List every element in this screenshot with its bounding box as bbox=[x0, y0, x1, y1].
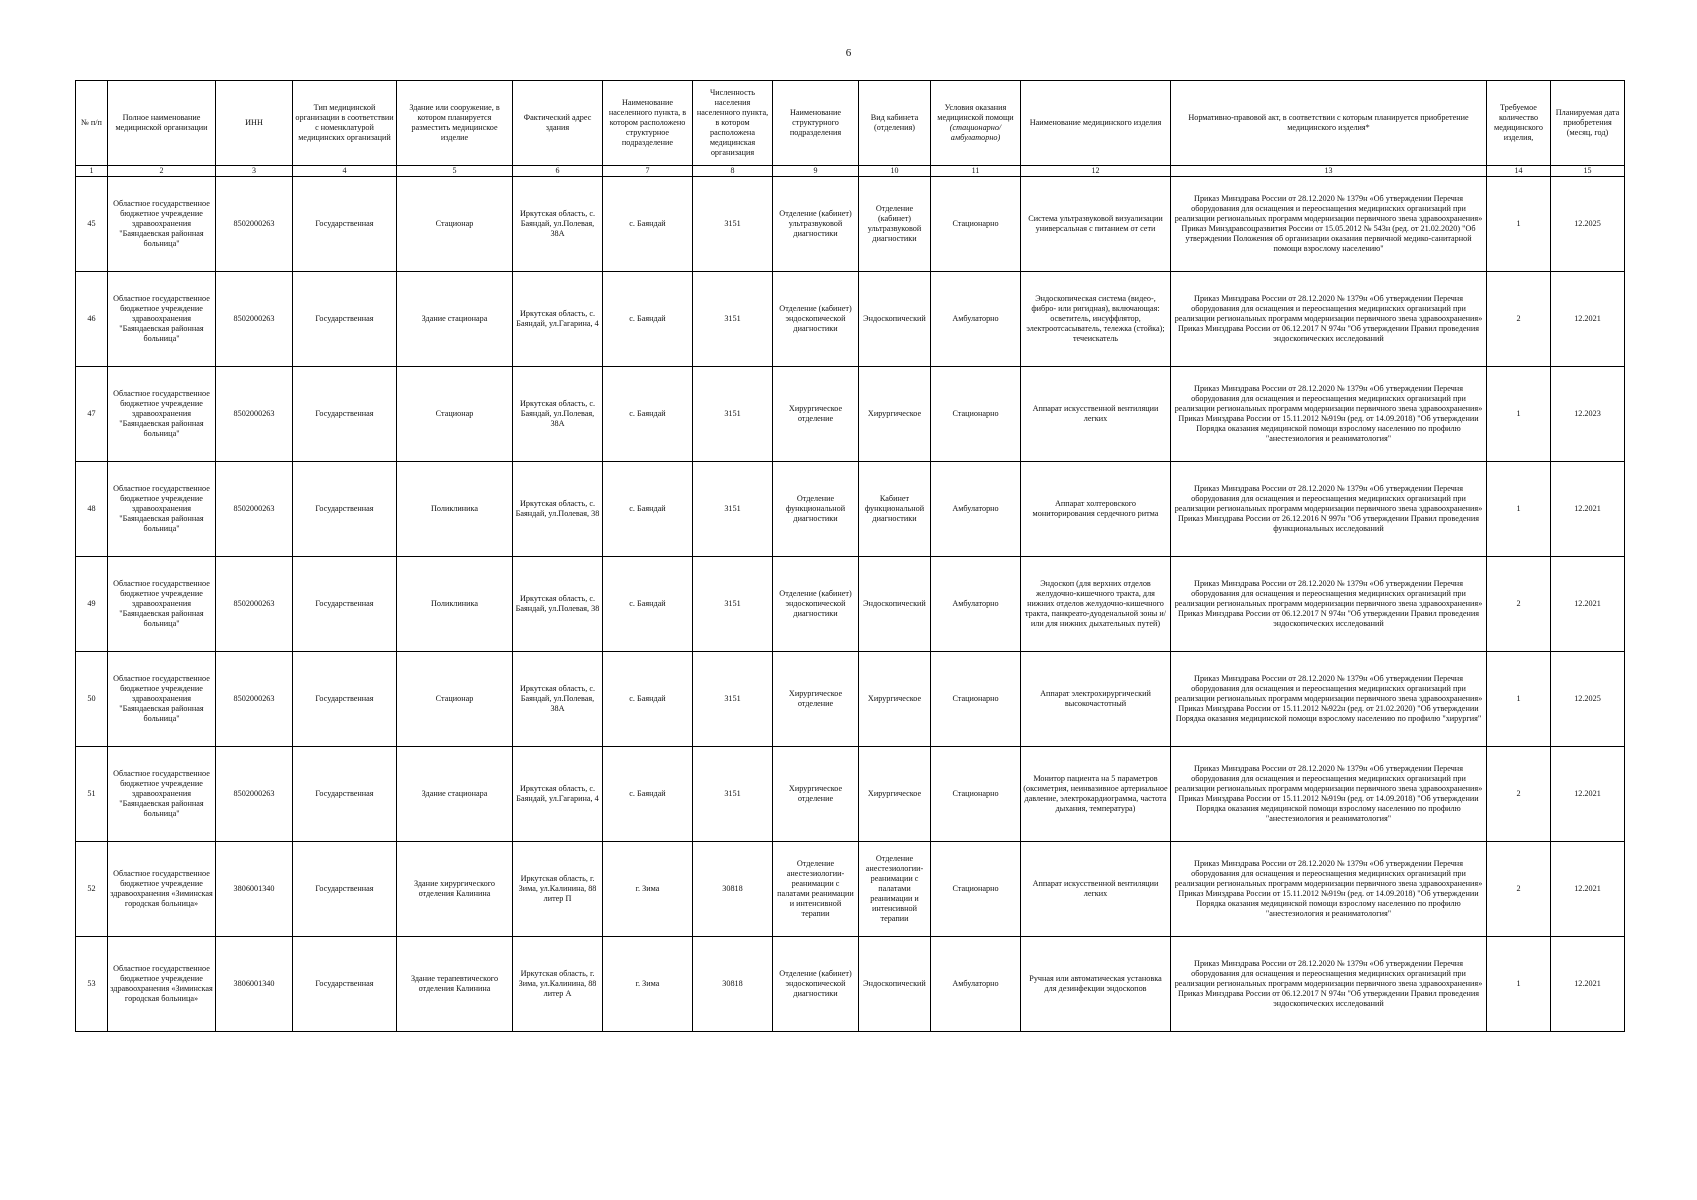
population-cell: 3151 bbox=[693, 652, 773, 747]
cabinet-type-cell: Эндоскопический bbox=[859, 557, 931, 652]
care-conditions-cell: Амбулаторно bbox=[931, 272, 1021, 367]
organization-name-cell: Областное государственное бюджетное учреждение здравоохранения "Баяндаевская районная больница" bbox=[108, 177, 216, 272]
organization-type-cell: Государственная bbox=[293, 937, 397, 1032]
structural-unit-cell: Хирургическое отделение bbox=[773, 652, 859, 747]
care-conditions-cell: Амбулаторно bbox=[931, 462, 1021, 557]
organization-name-cell: Областное государственное бюджетное учреждение здравоохранения «Зиминская городская больница» bbox=[108, 937, 216, 1032]
table-row bbox=[76, 747, 1625, 842]
care-conditions-cell: Стационарно bbox=[931, 177, 1021, 272]
population-cell: 3151 bbox=[693, 272, 773, 367]
structural-unit-cell: Отделение (кабинет) эндоскопической диагностики bbox=[773, 937, 859, 1032]
legal-act-cell: Приказ Минздрава России от 28.12.2020 № 1379н «Об утверждении Перечня оборудования для оснащения и переоснащения медицинских организаций при реализации региональных программ модернизации первичного звена здравоохранения» Приказ Минздрава России от 15.11.2012 №922н (ред. от 21.02.2020) "Об утверждении Порядка оказания медицинской помощи взрослому населению по профилю "хирургия" bbox=[1171, 652, 1487, 747]
legal-act-cell: Приказ Минздрава России от 28.12.2020 № 1379н «Об утверждении Перечня оборудования для оснащения и переоснащения медицинских организаций при реализации региональных программ модернизации первичного звена здравоохранения» Приказ Минздрава России от 26.12.2016 N 997н "Об утверждении Правил проведения функциональных исследований bbox=[1171, 462, 1487, 557]
population-cell: 3151 bbox=[693, 177, 773, 272]
population-cell: 3151 bbox=[693, 747, 773, 842]
cabinet-type-cell: Хирургическое bbox=[859, 747, 931, 842]
settlement-cell: г. Зима bbox=[603, 842, 693, 937]
address-cell: Иркутская область, с. Баяндай, ул.Полевая, 38 bbox=[513, 557, 603, 652]
column-number: 15 bbox=[1551, 166, 1625, 177]
purchase-date-cell: 12.2021 bbox=[1551, 937, 1625, 1032]
row-number-cell: 52 bbox=[76, 842, 108, 937]
column-number: 7 bbox=[603, 166, 693, 177]
building-cell: Стационар bbox=[397, 652, 513, 747]
legal-act-cell: Приказ Минздрава России от 28.12.2020 № 1379н «Об утверждении Перечня оборудования для оснащения и переоснащения медицинских организаций при реализации региональных программ модернизации первичного звена здравоохранения» Приказ Минздрава России от 15.11.2012 №919н (ред. от 14.09.2018) "Об утверждении Порядка оказания медицинской помощи взрослому населению по профилю "анестезиология и реаниматология" bbox=[1171, 747, 1487, 842]
header-cell: Нормативно-правовой акт, в соответствии с которым планируется приобретение медицинского изделия* bbox=[1171, 81, 1487, 166]
cabinet-type-cell: Кабинет функциональной диагностики bbox=[859, 462, 931, 557]
care-conditions-cell: Амбулаторно bbox=[931, 937, 1021, 1032]
column-number: 5 bbox=[397, 166, 513, 177]
structural-unit-cell: Отделение функциональной диагностики bbox=[773, 462, 859, 557]
structural-unit-cell: Отделение анестезиологии-реанимации с палатами реанимации и интенсивной терапии bbox=[773, 842, 859, 937]
care-conditions-cell: Стационарно bbox=[931, 367, 1021, 462]
legal-act-cell: Приказ Минздрава России от 28.12.2020 № 1379н «Об утверждении Перечня оборудования для оснащения и переоснащения медицинских организаций при реализации региональных программ модернизации первичного звена здравоохранения» Приказ Минздрава России от 06.12.2017 N 974н "Об утверждении Правил проведения эндоскопических исследований bbox=[1171, 557, 1487, 652]
organization-type-cell: Государственная bbox=[293, 272, 397, 367]
settlement-cell: г. Зима bbox=[603, 937, 693, 1032]
building-cell: Здание хирургического отделения Калинина bbox=[397, 842, 513, 937]
inn-cell: 8502000263 bbox=[216, 272, 293, 367]
column-number: 8 bbox=[693, 166, 773, 177]
cabinet-type-cell: Эндоскопический bbox=[859, 272, 931, 367]
care-conditions-cell: Амбулаторно bbox=[931, 557, 1021, 652]
header-cell: Наименование структурного подразделения bbox=[773, 81, 859, 166]
legal-act-cell: Приказ Минздрава России от 28.12.2020 № 1379н «Об утверждении Перечня оборудования для оснащения и переоснащения медицинских организаций при реализации региональных программ модернизации первичного звена здравоохранения» Приказ Минздрава России от 06.12.2017 N 974н "Об утверждении Правил проведения эндоскопических исследований bbox=[1171, 272, 1487, 367]
column-number: 6 bbox=[513, 166, 603, 177]
settlement-cell: с. Баяндай bbox=[603, 272, 693, 367]
legal-act-cell: Приказ Минздрава России от 28.12.2020 № 1379н «Об утверждении Перечня оборудования для оснащения и переоснащения медицинских организаций при реализации региональных программ модернизации первичного звена здравоохранения» Приказ Минздрава России от 15.11.2012 №919н (ред. от 14.09.2018) "Об утверждении Порядка оказания медицинской помощи взрослому населению по профилю "анестезиология и реаниматология" bbox=[1171, 367, 1487, 462]
legal-act-cell: Приказ Минздрава России от 28.12.2020 № 1379н «Об утверждении Перечня оборудования для оснащения и переоснащения медицинских организаций при реализации региональных программ модернизации первичного звена здравоохранения» Приказ Минздрава России от 06.12.2017 N 974н "Об утверждении Правил проведения эндоскопических исследований bbox=[1171, 937, 1487, 1032]
organization-type-cell: Государственная bbox=[293, 747, 397, 842]
building-cell: Здание терапевтического отделения Калинина bbox=[397, 937, 513, 1032]
medical-equipment-table bbox=[75, 80, 1625, 1032]
inn-cell: 8502000263 bbox=[216, 177, 293, 272]
column-number: 12 bbox=[1021, 166, 1171, 177]
settlement-cell: с. Баяндай bbox=[603, 367, 693, 462]
organization-type-cell: Государственная bbox=[293, 652, 397, 747]
structural-unit-cell: Отделение (кабинет) эндоскопической диагностики bbox=[773, 557, 859, 652]
purchase-date-cell: 12.2021 bbox=[1551, 747, 1625, 842]
column-number-row bbox=[76, 166, 1625, 177]
device-name-cell: Аппарат искусственной вентиляции легких bbox=[1021, 842, 1171, 937]
quantity-cell: 2 bbox=[1487, 842, 1551, 937]
quantity-cell: 1 bbox=[1487, 177, 1551, 272]
table-row bbox=[76, 937, 1625, 1032]
row-number-cell: 51 bbox=[76, 747, 108, 842]
purchase-date-cell: 12.2021 bbox=[1551, 462, 1625, 557]
header-italic-text: (стационарно/амбулаторно) bbox=[949, 123, 1002, 142]
inn-cell: 8502000263 bbox=[216, 652, 293, 747]
building-cell: Стационар bbox=[397, 367, 513, 462]
organization-type-cell: Государственная bbox=[293, 367, 397, 462]
cabinet-type-cell: Отделение анестезиологии-реанимации с палатами реанимации и интенсивной терапии bbox=[859, 842, 931, 937]
header-cell: Вид кабинета (отделения) bbox=[859, 81, 931, 166]
organization-name-cell: Областное государственное бюджетное учреждение здравоохранения "Баяндаевская районная больница" bbox=[108, 557, 216, 652]
population-cell: 30818 bbox=[693, 842, 773, 937]
purchase-date-cell: 12.2023 bbox=[1551, 367, 1625, 462]
page-number: 6 bbox=[845, 47, 852, 59]
organization-name-cell: Областное государственное бюджетное учреждение здравоохранения "Баяндаевская районная больница" bbox=[108, 462, 216, 557]
structural-unit-cell: Отделение (кабинет) эндоскопической диагностики bbox=[773, 272, 859, 367]
organization-name-cell: Областное государственное бюджетное учреждение здравоохранения "Баяндаевская районная больница" bbox=[108, 652, 216, 747]
column-number: 4 bbox=[293, 166, 397, 177]
table-row bbox=[76, 367, 1625, 462]
settlement-cell: с. Баяндай bbox=[603, 177, 693, 272]
header-cell: Наименование медицинского изделия bbox=[1021, 81, 1171, 166]
address-cell: Иркутская область, с. Баяндай, ул.Полевая, 38А bbox=[513, 367, 603, 462]
purchase-date-cell: 12.2025 bbox=[1551, 177, 1625, 272]
address-cell: Иркутская область, с. Баяндай, ул.Полевая, 38А bbox=[513, 652, 603, 747]
population-cell: 3151 bbox=[693, 557, 773, 652]
header-cell: Полное наименование медицинской организации bbox=[108, 81, 216, 166]
table-row bbox=[76, 462, 1625, 557]
device-name-cell: Эндоскоп (для верхних отделов желудочно-кишечного тракта, для нижних отделов желудочно-кишечного тракта, панкреато-дуоденальной зоны и/или для нижних дыхательных путей) bbox=[1021, 557, 1171, 652]
inn-cell: 8502000263 bbox=[216, 367, 293, 462]
row-number-cell: 49 bbox=[76, 557, 108, 652]
settlement-cell: с. Баяндай bbox=[603, 747, 693, 842]
header-text: Условия оказания медицинской помощи bbox=[937, 103, 1014, 122]
header-cell bbox=[931, 81, 1021, 166]
inn-cell: 3806001340 bbox=[216, 842, 293, 937]
inn-cell: 3806001340 bbox=[216, 937, 293, 1032]
column-number: 1 bbox=[76, 166, 108, 177]
header-cell: Здание или сооружение, в котором планируется разместить медицинское изделие bbox=[397, 81, 513, 166]
row-number-cell: 53 bbox=[76, 937, 108, 1032]
device-name-cell: Аппарат холтеровского мониторирования сердечного ритма bbox=[1021, 462, 1171, 557]
table-row bbox=[76, 652, 1625, 747]
column-number: 3 bbox=[216, 166, 293, 177]
address-cell: Иркутская область, с. Баяндай, ул.Полевая, 38 bbox=[513, 462, 603, 557]
header-cell: Требуемое количество медицинского изделия, bbox=[1487, 81, 1551, 166]
table-row bbox=[76, 842, 1625, 937]
header-cell: Численность населения населенного пункта, в котором расположена медицинская организация bbox=[693, 81, 773, 166]
organization-name-cell: Областное государственное бюджетное учреждение здравоохранения "Баяндаевская районная больница" bbox=[108, 367, 216, 462]
purchase-date-cell: 12.2021 bbox=[1551, 557, 1625, 652]
care-conditions-cell: Стационарно bbox=[931, 747, 1021, 842]
table-row bbox=[76, 557, 1625, 652]
address-cell: Иркутская область, с. Баяндай, ул.Гагарина, 4 bbox=[513, 272, 603, 367]
settlement-cell: с. Баяндай bbox=[603, 462, 693, 557]
organization-type-cell: Государственная bbox=[293, 462, 397, 557]
care-conditions-cell: Стационарно bbox=[931, 842, 1021, 937]
cabinet-type-cell: Хирургическое bbox=[859, 367, 931, 462]
purchase-date-cell: 12.2021 bbox=[1551, 272, 1625, 367]
row-number-cell: 47 bbox=[76, 367, 108, 462]
population-cell: 30818 bbox=[693, 937, 773, 1032]
address-cell: Иркутская область, с. Баяндай, ул.Полевая, 38А bbox=[513, 177, 603, 272]
column-number: 11 bbox=[931, 166, 1021, 177]
building-cell: Здание стационара bbox=[397, 272, 513, 367]
inn-cell: 8502000263 bbox=[216, 462, 293, 557]
organization-type-cell: Государственная bbox=[293, 557, 397, 652]
column-number: 14 bbox=[1487, 166, 1551, 177]
header-cell: ИНН bbox=[216, 81, 293, 166]
column-number: 9 bbox=[773, 166, 859, 177]
cabinet-type-cell: Отделение (кабинет) ультразвуковой диагностики bbox=[859, 177, 931, 272]
quantity-cell: 1 bbox=[1487, 367, 1551, 462]
device-name-cell: Аппарат электрохирургический высокочастотный bbox=[1021, 652, 1171, 747]
header-cell: Тип медицинской организации в соответствии с номенклатурой медицинских организаций bbox=[293, 81, 397, 166]
column-number: 2 bbox=[108, 166, 216, 177]
device-name-cell: Аппарат искусственной вентиляции легких bbox=[1021, 367, 1171, 462]
organization-type-cell: Государственная bbox=[293, 842, 397, 937]
quantity-cell: 1 bbox=[1487, 462, 1551, 557]
organization-name-cell: Областное государственное бюджетное учреждение здравоохранения "Баяндаевская районная больница" bbox=[108, 747, 216, 842]
structural-unit-cell: Отделение (кабинет) ультразвуковой диагностики bbox=[773, 177, 859, 272]
cabinet-type-cell: Эндоскопический bbox=[859, 937, 931, 1032]
settlement-cell: с. Баяндай bbox=[603, 652, 693, 747]
quantity-cell: 1 bbox=[1487, 652, 1551, 747]
header-cell: Наименование населенного пункта, в котором расположено структурное подразделение bbox=[603, 81, 693, 166]
structural-unit-cell: Хирургическое отделение bbox=[773, 367, 859, 462]
cabinet-type-cell: Хирургическое bbox=[859, 652, 931, 747]
header-row bbox=[76, 81, 1625, 166]
device-name-cell: Эндоскопическая система (видео-, фибро- или ригидная), включающая: осветитель, инсуффлятор, электроотсасыватель, тележка (стойка); течеискатель bbox=[1021, 272, 1171, 367]
header-cell: Планируемая дата приобретения (месяц, год) bbox=[1551, 81, 1625, 166]
row-number-cell: 50 bbox=[76, 652, 108, 747]
address-cell: Иркутская область, г. Зима, ул.Калинина, 88 литер А bbox=[513, 937, 603, 1032]
row-number-cell: 46 bbox=[76, 272, 108, 367]
column-number: 13 bbox=[1171, 166, 1487, 177]
quantity-cell: 2 bbox=[1487, 747, 1551, 842]
building-cell: Стационар bbox=[397, 177, 513, 272]
quantity-cell: 2 bbox=[1487, 557, 1551, 652]
legal-act-cell: Приказ Минздрава России от 28.12.2020 № 1379н «Об утверждении Перечня оборудования для оснащения и переоснащения медицинских организаций при реализации региональных программ модернизации первичного звена здравоохранения» Приказ Минздрава России от 15.11.2012 №919н (ред. от 14.09.2018) "Об утверждении Порядка оказания медицинской помощи взрослому населению по профилю "анестезиология и реаниматология" bbox=[1171, 842, 1487, 937]
purchase-date-cell: 12.2021 bbox=[1551, 842, 1625, 937]
header-cell: № п/п bbox=[76, 81, 108, 166]
quantity-cell: 1 bbox=[1487, 937, 1551, 1032]
inn-cell: 8502000263 bbox=[216, 557, 293, 652]
building-cell: Здание стационара bbox=[397, 747, 513, 842]
settlement-cell: с. Баяндай bbox=[603, 557, 693, 652]
population-cell: 3151 bbox=[693, 462, 773, 557]
row-number-cell: 48 bbox=[76, 462, 108, 557]
population-cell: 3151 bbox=[693, 367, 773, 462]
building-cell: Поликлиника bbox=[397, 557, 513, 652]
table-row bbox=[76, 177, 1625, 272]
building-cell: Поликлиника bbox=[397, 462, 513, 557]
organization-name-cell: Областное государственное бюджетное учреждение здравоохранения «Зиминская городская больница» bbox=[108, 842, 216, 937]
inn-cell: 8502000263 bbox=[216, 747, 293, 842]
legal-act-cell: Приказ Минздрава России от 28.12.2020 № 1379н «Об утверждении Перечня оборудования для оснащения и переоснащения медицинских организаций при реализации региональных программ модернизации первичного звена здравоохранения» Приказ Минздравсоцразвития России от 15.05.2012 № 543н (ред. от 21.02.2020) "Об утверждении Положения об организации оказания первичной медико-санитарной помощи взрослому населению" bbox=[1171, 177, 1487, 272]
structural-unit-cell: Хирургическое отделение bbox=[773, 747, 859, 842]
organization-type-cell: Государственная bbox=[293, 177, 397, 272]
device-name-cell: Монитор пациента на 5 параметров (оксиметрия, неинвазивное артериальное давление, электрокардиограмма, частота дыхания, температура) bbox=[1021, 747, 1171, 842]
address-cell: Иркутская область, г. Зима, ул.Калинина, 88 литер П bbox=[513, 842, 603, 937]
device-name-cell: Система ультразвуковой визуализации универсальная с питанием от сети bbox=[1021, 177, 1171, 272]
device-name-cell: Ручная или автоматическая установка для дезинфекции эндоскопов bbox=[1021, 937, 1171, 1032]
address-cell: Иркутская область, с. Баяндай, ул.Гагарина, 4 bbox=[513, 747, 603, 842]
quantity-cell: 2 bbox=[1487, 272, 1551, 367]
column-number: 10 bbox=[859, 166, 931, 177]
table-row bbox=[76, 272, 1625, 367]
header-cell: Фактический адрес здания bbox=[513, 81, 603, 166]
organization-name-cell: Областное государственное бюджетное учреждение здравоохранения "Баяндаевская районная больница" bbox=[108, 272, 216, 367]
purchase-date-cell: 12.2025 bbox=[1551, 652, 1625, 747]
care-conditions-cell: Стационарно bbox=[931, 652, 1021, 747]
row-number-cell: 45 bbox=[76, 177, 108, 272]
